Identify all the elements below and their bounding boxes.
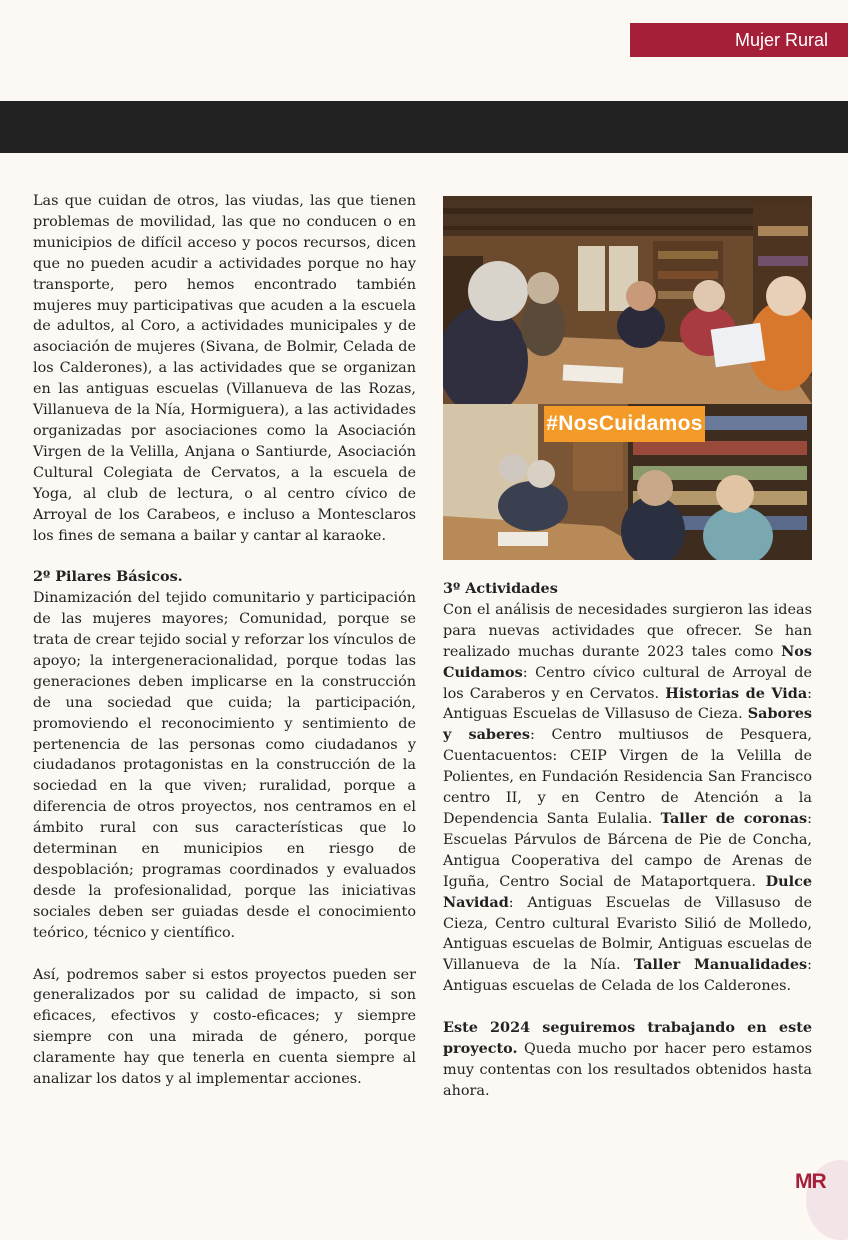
actividades-text: : Antiguas escuelas de Celada de los Calderones. <box>443 957 812 995</box>
closing-statement <box>443 1018 812 1102</box>
closing-paragraph: Así, podremos saber si estos proyectos pueden ser generalizados por su calidad de impacto, si son eficaces, efectivos y costo-eficaces; y siempre siempre con una mirada de género, porque claramente hay que tenerla en cuenta siempre al analizar los datos y al implementar acciones. <box>33 966 416 1088</box>
actividades-text: : Centro multiusos de Pesquera, Cuentacuentos: CEIP Virgen de la Velilla de Polientes, en Fundación Residencia San Francisco centro II, y en Centro de Atención a la Dependencia Santa Eulalia. <box>443 727 812 827</box>
actividades-heading: 3º Actividades <box>443 580 558 597</box>
magazine-logo: MR <box>795 1170 826 1193</box>
photo-hashtag: #NosCuidamos <box>544 406 705 442</box>
actividades-paragraph <box>443 600 812 997</box>
intro-paragraph: Las que cuidan de otros, las viudas, las que tienen problemas de movilidad, las que no conducen o en municipios de difícil acceso y pocos recursos, dicen que no pueden acudir a actividades porque no hay transporte, pero hemos encontrado también mujeres muy participativas que acuden a la escuela de adultos, al Coro, a actividades municipales y de asociación de mujeres (Sivana, de Bolmir, Celada de los Calderones), a las actividades que se organizan en las antiguas escuelas (Villanueva de las Rozas, Villanueva de la Nía, Hormiguera), a las actividades organizadas por asociaciones como la Asociación Virgen de la Velilla, Anjana o Santiurde, Asociación Cultural Colegiata de Cervatos, a la escuela de Yoga, al club de lectura, o al centro cívico de Arroyal de los Carabeos, e incluso a Montesclaros los fines de semana a bailar y cantar al karaoke. <box>33 193 416 544</box>
photo-collage <box>443 196 812 560</box>
activity-name: Taller Manualidades <box>633 956 808 974</box>
actividades-text: : Antiguas Escuelas de Villasuso de Cieza, Centro cultural Evaristo Silió de Molledo, Antiguas escuelas de Bolmir, Antiguas escuelas de Villanueva de la Nía. <box>443 894 812 974</box>
pilares-paragraph: Dinamización del tejido comunitario y participación de las mujeres mayores; Comunidad, porque se trata de crear tejido social y reforzar los vínculos de apoyo; la intergeneracionalidad, porque todas las generaciones deben implicarse en la construcción de una sociedad que cuida; la participación, promoviendo el reconocimiento y sentimiento de pertenencia de las personas como ciudadanos y ciudadanos protagonistas en la construcción de la sociedad en la que viven; ruralidad, porque a diferencia de otros proyectos, nos centramos en el ámbito rural con sus características que lo determinan en municipios en riesgo de despoblación; programas coordinados y evaluados desde la profesionalidad, porque las iniciativas sociales deben ser guiadas desde el conocimiento teórico, técnico y científico. <box>33 590 416 941</box>
left-column <box>33 191 416 1090</box>
activity-name: Dulce Navidad <box>443 872 812 911</box>
header-band <box>0 101 848 153</box>
actividades-text: : Centro cívico cultural de Arroyal de los Caraberos y en Cervatos. <box>443 664 812 702</box>
right-column <box>443 579 812 1102</box>
activity-name: Historias de Vida <box>665 684 808 702</box>
actividades-text: : Escuelas Párvulos de Bárcena de Pie de Concha, Antigua Cooperativa del campo de Arenas de Iguña, Centro Social de Mataportquera. <box>443 810 812 890</box>
closing-text: Queda mucho por hacer pero estamos muy contentas con los resultados obtenidos hasta ahora. <box>443 1040 812 1099</box>
activities-photo <box>443 196 812 560</box>
actividades-text: Con el análisis de necesidades surgieron las ideas para nuevas actividades que ofrecer. Se han realizado muchas durante 2023 tales como <box>443 601 812 660</box>
activity-name: Nos Cuidamos <box>443 642 812 681</box>
pilares-heading: 2º Pilares Básicos. <box>33 568 183 586</box>
actividades-text: : Antiguas Escuelas de Villasuso de Cieza. <box>443 685 813 723</box>
section-label: Mujer Rural <box>630 23 848 57</box>
activity-name: Taller de coronas <box>660 809 808 827</box>
activity-name: Sabores y saberes <box>443 705 812 744</box>
closing-bold: Este 2024 seguiremos trabajando en este proyecto. <box>443 1019 812 1057</box>
